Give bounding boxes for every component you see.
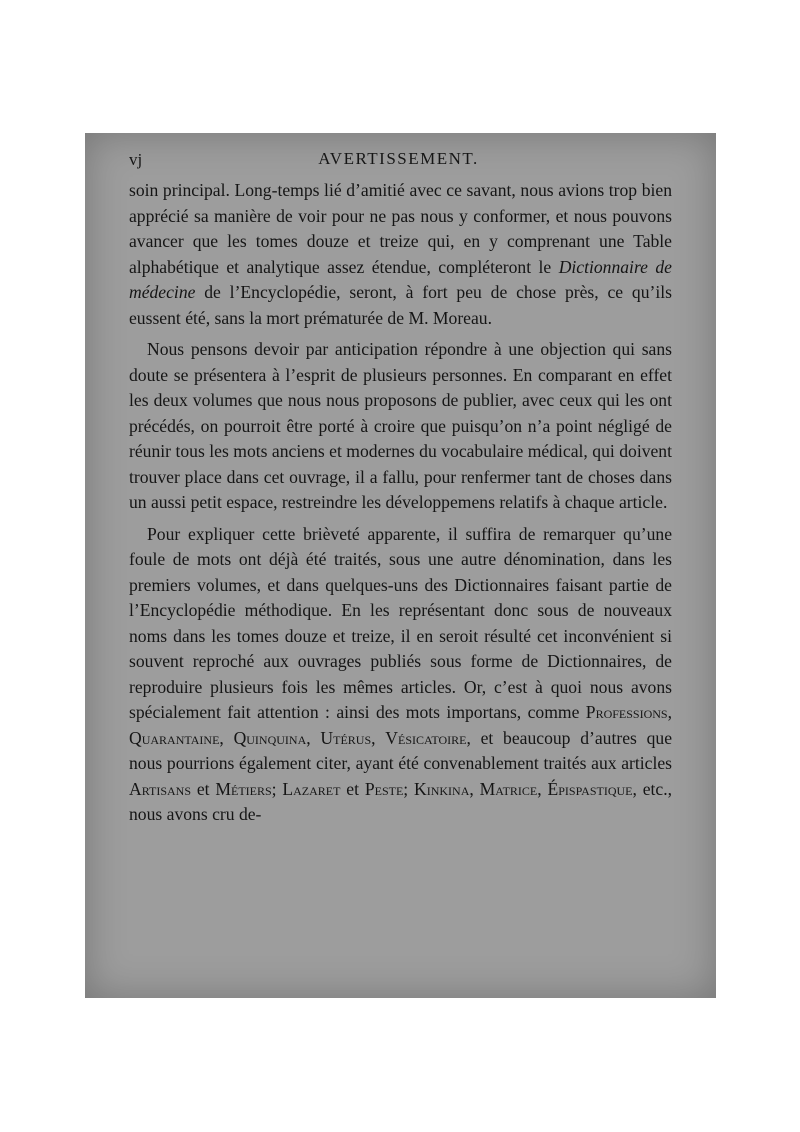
- cross-reference-term: Utérus: [320, 727, 372, 748]
- paragraph-3: [129, 522, 672, 828]
- text-run: ,: [469, 778, 480, 799]
- text-run: ;: [271, 778, 283, 799]
- running-title: AVERTISSEMENT.: [318, 149, 479, 168]
- italic-title: Dictionnaire de médecine: [129, 256, 672, 302]
- text-run: Pour expliquer cette brièveté apparente, il suffira de remarquer qu’une foule de mots ont déjà été traités, sous une autre dénomination, dans les premiers volumes, et dans quelques-uns des Dictionnaires faisant partie de l’Encyclopédie méthodique. En les représentant donc sous de nouveaux noms dans les tomes douze et treize, il en seroit résulté cet inconvénient si souvent reproché aux ouvrages publiés sous forme de Dictionnaires, de reproduire plusieurs fois les mêmes articles. Or, c’est à quoi nous avons spécialement fait attention : ainsi des mots importans, comme: [129, 523, 672, 722]
- text-run: Nous pensons devoir par anticipation répondre à une objection qui sans doute se présentera à l’esprit de plusieurs personnes. En comparant en effet les deux volumes que nous nous proposons de publier, avec ceux qui les ont précédés, on pourroit être porté à croire que puisqu’on n’a point négligé de réunir tous les mots anciens et modernes du vocabulaire médical, qui doivent trouver place dans cet ouvrage, il a fallu, pour renfermer tant de choses dans un aussi petit espace, restreindre les développemens relatifs à chaque article.: [129, 339, 672, 512]
- text-run: ,: [537, 778, 548, 799]
- paragraph-1: [129, 178, 672, 331]
- running-head: [129, 147, 668, 173]
- page-number: vj: [129, 150, 143, 169]
- body-text: [129, 178, 672, 828]
- cross-reference-term: Quinquina: [233, 727, 307, 748]
- text-run: ,: [667, 702, 672, 722]
- cross-reference-term: Quarantaine: [129, 727, 220, 748]
- scanned-page: [85, 133, 716, 998]
- text-run: , et beaucoup d’autres que nous pourrions également citer, ayant été convenablement traités aux articles: [129, 727, 673, 773]
- text-run: ,: [371, 727, 386, 748]
- text-run: et: [191, 778, 216, 799]
- text-run: et: [340, 778, 365, 799]
- cross-reference-term: Kinkina: [414, 778, 470, 799]
- cross-reference-term: Matrice: [479, 778, 538, 799]
- cross-reference-term: Professions: [585, 702, 668, 722]
- cross-reference-term: Métiers: [215, 778, 272, 799]
- cross-reference-term: Vésicatoire: [385, 727, 467, 748]
- text-run: ;: [403, 778, 414, 799]
- cross-reference-term: Artisans: [129, 778, 191, 799]
- text-run: , etc., nous avons cru de-: [129, 778, 673, 824]
- text-run: ,: [219, 727, 234, 748]
- paragraph-2: [129, 337, 672, 516]
- text-run: de l’Encyclopédie, seront, à fort peu de chose près, ce qu’ils eussent été, sans la mort prématurée de M. Moreau.: [129, 282, 672, 328]
- cross-reference-term: Peste: [364, 778, 404, 799]
- cross-reference-term: Épispastique: [547, 778, 633, 799]
- text-run: ,: [306, 727, 321, 748]
- text-run: soin principal. Long-temps lié d’amitié avec ce savant, nous avions trop bien apprécié sa manière de voir pour ne pas nous y conformer, et nous pouvons avancer que les tomes douze et treize qui, en y comprenant une Table alphabétique et analytique assez étendue, compléteront le: [129, 180, 672, 277]
- cross-reference-term: Lazaret: [282, 778, 341, 799]
